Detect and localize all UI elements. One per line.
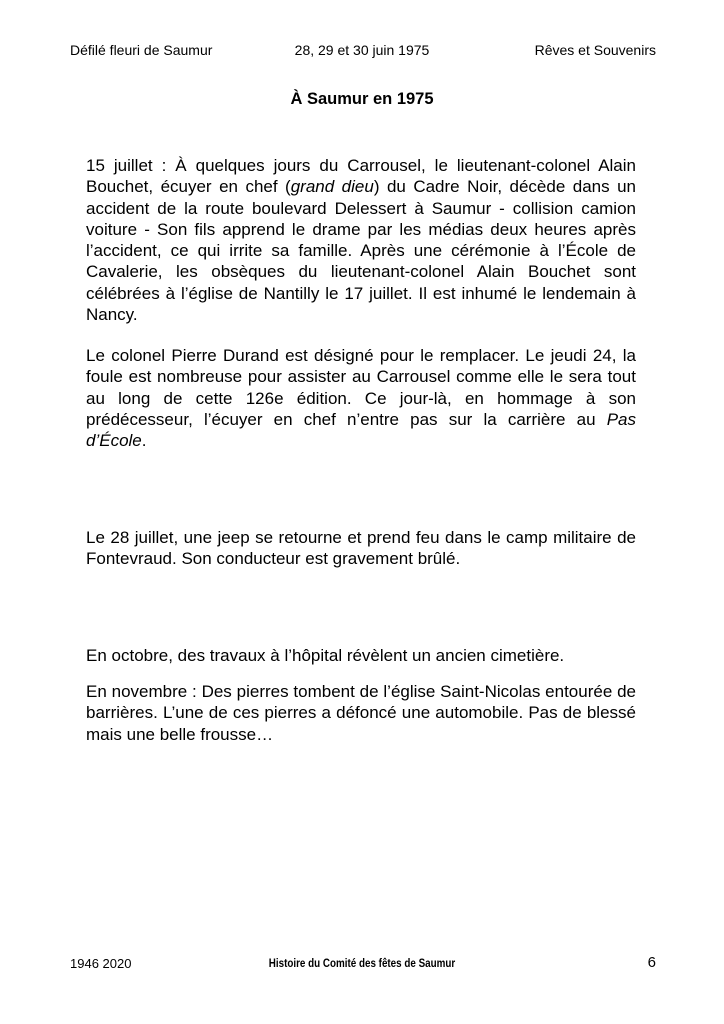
paragraph-text: Le colonel Pierre Durand est désigné pour le remplacer. Le jeudi 24, la foule est nombreuse pour assister au Carrousel comme elle le sera tout au long de cette 126e édition. Ce jour-là, en hommage à son prédécesseur, l’écuyer en chef n’entre pas sur la carrière au: [86, 346, 636, 429]
paragraph-text: En novembre : Des pierres tombent de l’église Saint-Nicolas entourée de barrières. L’une de ces pierres a défoncé une automobile. Pas de blessé mais une belle frousse…: [86, 682, 636, 744]
paragraph-italic-text: grand dieu: [290, 177, 374, 197]
paragraph-text: .: [141, 431, 147, 451]
paragraph-text: ) du Cadre Noir, décède dans un accident de la route boulevard Delessert à Saumur - collision camion voiture - Son fils apprend le drame par les médias deux heures après l’accident, ce qui irrite sa famille. Après une cérémonie à l’École de Cavalerie, les obsèques du lieutenant-colonel Alain Bouchet sont célébrées à l’église de Nantilly le 17 juillet. Il est inhumé le lendemain à Nancy.: [86, 177, 636, 325]
paragraph-novembre: [86, 681, 636, 745]
paragraph-text: Le 28 juillet, une jeep se retourne et prend feu dans le camp militaire de Fontevraud. Son conducteur est gravement brûlé.: [86, 528, 636, 569]
footer-years: 1946 2020: [70, 956, 132, 971]
paragraph-octobre: [86, 645, 636, 666]
paragraph-italic-text: Pas d’École: [86, 409, 636, 451]
page-title: À Saumur en 1975: [290, 90, 434, 108]
paragraph-text: 15 juillet : À quelques jours du Carrousel, le lieutenant-colonel Alain Bouchet, écuyer en chef (: [86, 156, 636, 197]
paragraph-text: En octobre, des travaux à l’hôpital révèlent un ancien cimetière.: [86, 646, 565, 665]
header-left-text: Défilé fleuri de Saumur: [70, 42, 213, 58]
paragraph-colonel-durand: [86, 345, 636, 451]
header-right-text: Rêves et Souvenirs: [534, 42, 656, 58]
header-center-text: 28, 29 et 30 juin 1975: [294, 42, 430, 58]
page-number: 6: [647, 954, 656, 971]
paragraph-15-juillet: [86, 155, 636, 325]
footer-title: Histoire du Comité des fêtes de Saumur: [268, 956, 456, 970]
paragraph-28-juillet: [86, 527, 636, 570]
